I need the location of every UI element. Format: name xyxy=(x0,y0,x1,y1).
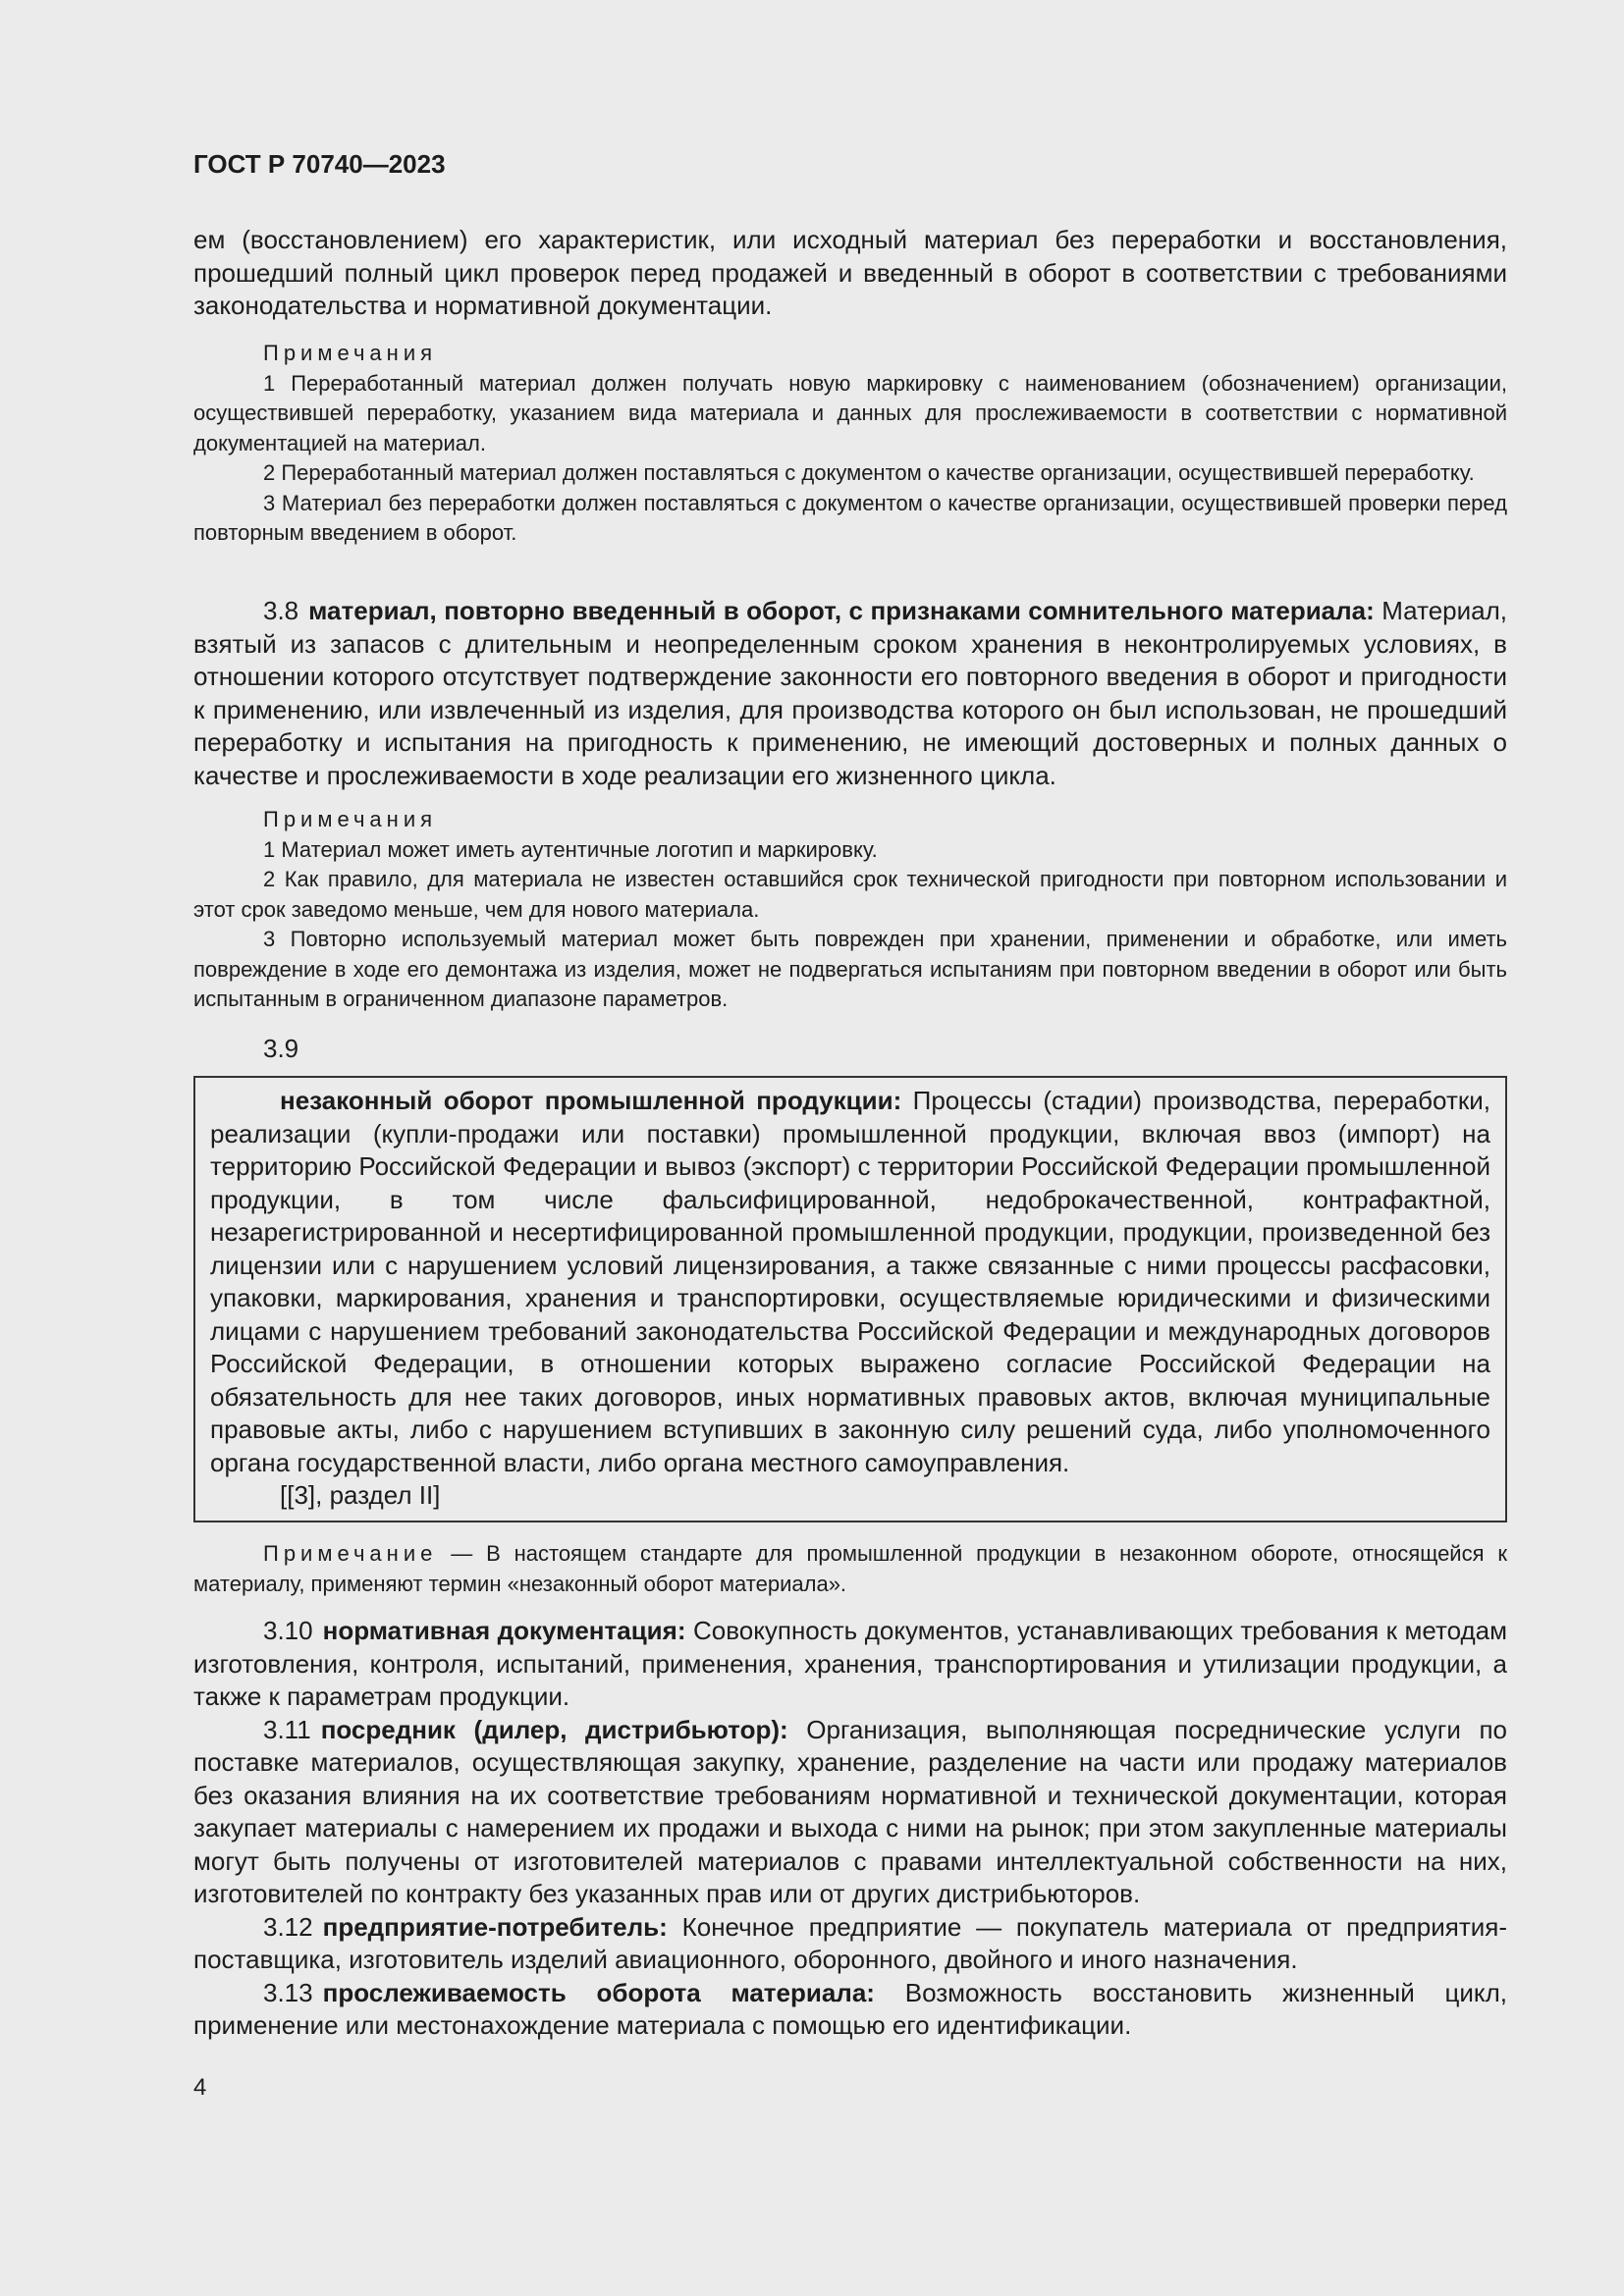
term-number: 3.13 xyxy=(263,1977,313,2007)
term-3-12 xyxy=(193,1911,1507,1977)
note-title: Примечание xyxy=(263,1541,438,1566)
term-definition: Процессы (стадии) производства, переработки, реализации (купли-продажи или поставки) промышленной продукции, включая ввоз (импорт) на территорию Российской Федерации и вывоз (экспорт) с территории Российской Федерации промышленной продукции, в том числе фальсифицированной, недоброкачественной, контрафактной, незарегистрированной и несертифицированной промышленной продукции, продукции, произведенной без лицензии или с нарушением условий лицензирования, а также связанные с ними процессы расфасовки, упаковки, маркирования, хранения и транспортировки, осуществляемые юридическими и физическими лицами с нарушением требований законодательства Российской Федерации и международных договоров Российской Федерации, в отношении которых выражено согласие Российской Федерации на обязательность для нее таких договоров, иных нормативных правовых актов, включая муниципальные правовые акты, либо с нарушением вступивших в законную силу решений суда, либо уполномоченного органа государственной власти, либо органа местного самоуправления. xyxy=(210,1086,1490,1477)
term-number: 3.11 xyxy=(263,1714,311,1744)
term-definition: Совокупность документов, устанавливающих требования к методам изготовления, контроля, испытаний, применения, хранения, транспортирования и утилизации продукции, а также к параметрам продукции. xyxy=(193,1616,1507,1711)
term-definition: Организация, выполняющая посреднические услуги по поставке материалов, осуществляющая закупку, хранение, разделение на части или продажу материалов без оказания влияния на их соответствие требованиям нормативной и технической документации, которая закупает материалы с намерением их продажи и выхода с ними на рынок; при этом закупленные материалы могут быть получены от изготовителей материалов с правами интеллектуальной собственности на них, изготовителей по контракту без указанных прав или от других дистрибьюторов. xyxy=(193,1714,1508,1908)
term-definition: Материал, взятый из запасов с длительным и неопределенным сроком хранения в неконтролируемых условиях, в отношении которого отсутствует подтверждение законности его повторного введения в оборот и пригодности к применению, или извлеченный из изделия, для производства которого он был использован, не прошедший переработку и испытания на пригодность к применению, не имеющий достоверных и полных данных о качестве и прослеживаемости в ходе реализации его жизненного цикла. xyxy=(193,596,1507,790)
term-definition: Возможность восстановить жизненный цикл, применение или местонахождение материала с помощью его идентификации. xyxy=(193,1977,1507,2040)
intro-paragraph: ем (восстановлением) его характеристик, или исходный материал без переработки и восстановления, прошедший полный цикл проверок перед продажей и введенный в оборот в соответствии с требованиями законодательства и нормативной документации. xyxy=(193,225,1507,320)
term-title: незаконный оборот промышленной продукции: xyxy=(280,1086,902,1115)
note-item: 3 Повторно используемый материал может быть поврежден при хранении, применении и обработке, или иметь повреждение в ходе его демонтажа из изделия, может не подвергаться испытаниям при повторном введении в оборот или быть испытанным в ограниченном диапазоне параметров. xyxy=(193,927,1507,1011)
term-title: прослеживаемость оборота материала: xyxy=(322,1977,875,2007)
term-source: [[3], раздел II] xyxy=(280,1480,441,1510)
term-title: предприятие-потребитель: xyxy=(322,1911,668,1942)
document-header: ГОСТ Р 70740—2023 xyxy=(193,149,446,179)
term-number: 3.8 xyxy=(263,596,299,625)
term-3-11 xyxy=(193,1714,1507,1911)
page-number: 4 xyxy=(193,2074,207,2101)
term-3-9-number: 3.9 xyxy=(263,1034,299,1063)
note-text: — В настоящем стандарте для промышленной продукции в незаконном обороте, относящейся к материалу, применяют термин «незаконный оборот материала». xyxy=(193,1541,1507,1596)
term-definition: Конечное предприятие — покупатель материала от предприятия-поставщика, изготовитель изделий авиационного, оборонного, двойного и иного назначения. xyxy=(193,1911,1507,1974)
term-3-9 xyxy=(210,1085,1490,1479)
term-title: нормативная документация: xyxy=(322,1616,686,1645)
term-3-9-box xyxy=(193,1076,1507,1522)
note-item: 1 Материал может иметь аутентичные логотип и маркировку. xyxy=(263,836,878,862)
notes-block-1 xyxy=(193,339,1507,549)
notes-block-2 xyxy=(193,805,1507,1015)
note-3 xyxy=(193,1539,1507,1599)
term-3-10 xyxy=(193,1615,1507,1714)
terms-3-10-to-3-13 xyxy=(193,1615,1507,2043)
term-title: материал, повторно введенный в оборот, с признаками сомнительного материала: xyxy=(308,596,1375,625)
note-item: 1 Переработанный материал должен получать новую маркировку с наименованием (обозначением) организации, осуществившей переработку, указанием вида материала и данных для прослеживаемости в соответствии с нормативной документацией на материал. xyxy=(193,370,1507,455)
note-item: 2 Как правило, для материала не известен оставшийся срок технической пригодности при повторном использовании и этот срок заведомо меньше, чем для нового материала. xyxy=(193,867,1507,922)
term-number: 3.10 xyxy=(263,1616,313,1645)
notes-title: Примечания xyxy=(263,341,438,365)
term-title: посредник (дилер, дистрибьютор): xyxy=(320,1714,788,1744)
notes-title: Примечания xyxy=(263,807,438,831)
term-3-8 xyxy=(193,595,1507,792)
note-item: 3 Материал без переработки должен поставляться с документом о качестве организации, осуществившей проверки перед повторным введением в оборот. xyxy=(193,490,1507,545)
term-3-13 xyxy=(193,1977,1507,2043)
term-number: 3.12 xyxy=(263,1911,313,1942)
note-item: 2 Переработанный материал должен поставляться с документом о качестве организации, осуществившей переработку. xyxy=(263,460,1475,485)
